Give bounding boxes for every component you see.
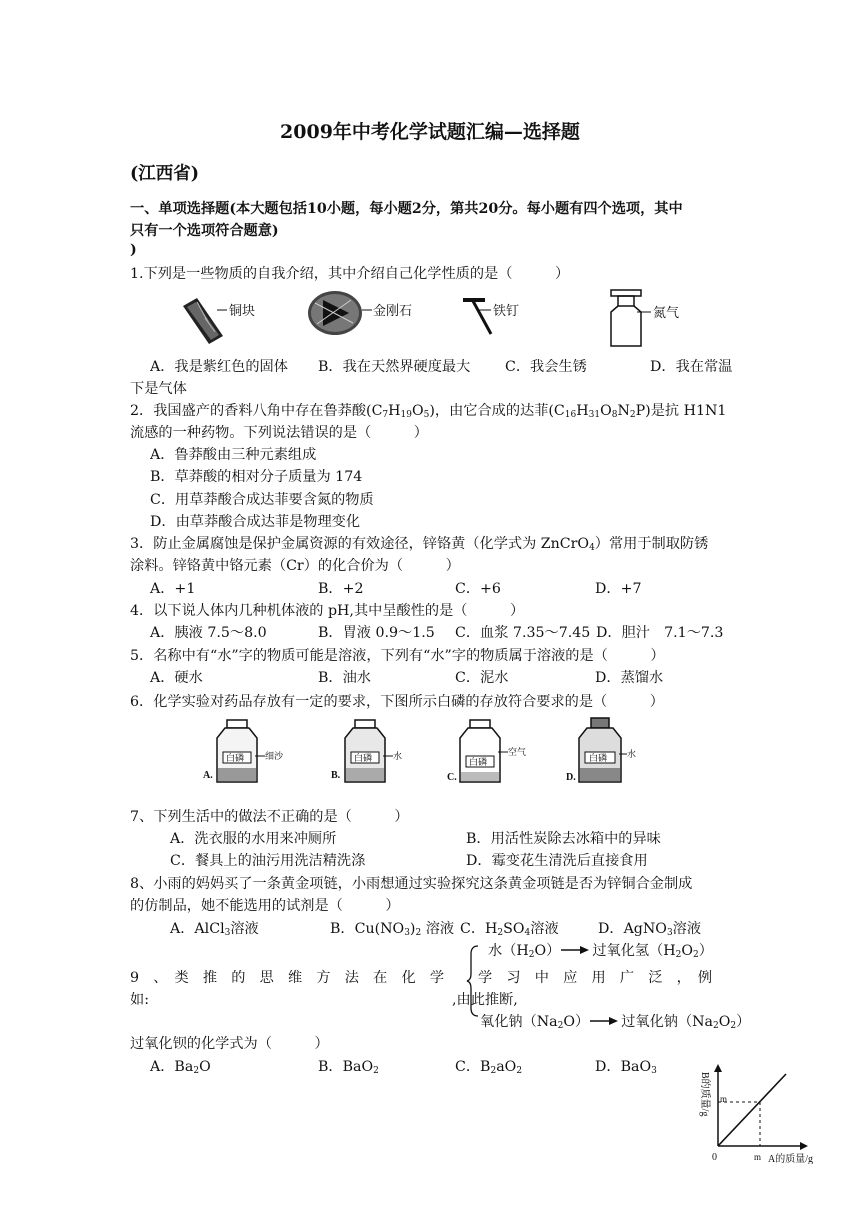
section-heading-line2: 只有一个选项符合题意) — [130, 223, 279, 239]
q9-option-d: D．BaO$_3$ — [595, 1059, 657, 1076]
section-heading-line3: ) — [130, 242, 137, 258]
q6-label-a: A. — [203, 770, 213, 781]
q1-label-diamond: 金刚石 — [373, 303, 413, 318]
q7-option-b: B．用活性炭除去冰箱中的异味 — [466, 831, 661, 847]
q6-side-d: 水 — [627, 749, 637, 759]
q1-label-nitrogen: 氮气 — [653, 305, 680, 320]
q9-stem-row2b: ,由此推断, — [452, 992, 518, 1008]
q6-label-c: C. — [447, 772, 457, 783]
q5-option-c: C．泥水 — [455, 670, 509, 686]
q4-option-d: D．胆汁 7.1～7.3 — [596, 625, 724, 641]
bottle-c-label: 白磷 — [469, 757, 488, 767]
q6-side-a: 细沙 — [265, 751, 284, 761]
page-title: 2009年中考化学试题汇编—选择题 — [280, 121, 580, 143]
q6-stem: 6．化学实验对药品存放有一定的要求，下图所示白磷的存放符合要求的是（ ） — [130, 694, 664, 710]
bottle-d-icon — [579, 718, 627, 782]
q6-label-d: D. — [566, 772, 576, 783]
q4-option-c: C．血浆 7.35～7.45 — [455, 625, 591, 641]
q2-stem: 2．我国盛产的香料八角中存在鲁莽酸$(C_7H_{19}O_5)$，由它合成的达菲$(C_{16}H_{31}O_8N_2P)$是抗 H1N1 — [130, 403, 727, 420]
iron-nail-icon — [463, 300, 491, 334]
graph-m-x: m — [754, 1152, 762, 1162]
graph-m-y: m — [720, 1094, 728, 1104]
q1-option-a: A．我是紫红色的固体 — [150, 359, 288, 375]
q1-option-c: C．我会生锈 — [505, 359, 587, 375]
mass-graph — [690, 1064, 830, 1164]
graph-line — [718, 1074, 786, 1146]
q7-option-a: A．洗衣服的水用来冲厕所 — [170, 831, 337, 847]
q3-stem: 3．防止金属腐蚀是保护金属资源的有效途径，锌铬黄（化学式为 ZnCrO$_4$）常用于制取防锈 — [130, 536, 709, 553]
bottle-d-label: 白磷 — [589, 753, 608, 763]
q7-stem: 7、下列生活中的做法不正确的是（ ） — [130, 809, 409, 825]
bottle-b-label: 白磷 — [354, 753, 373, 763]
q8-option-b: B．$Cu(NO_3)_2$ 溶液 — [330, 921, 455, 938]
q5-stem: 5．名称中有“水”字的物质可能是溶液，下列有“水”字的物质属于溶液的是（ ） — [130, 648, 665, 664]
q3-option-a: A．+1 — [150, 581, 196, 597]
graph-y-label: B的质量/g — [699, 1072, 710, 1117]
q6-side-c: 空气 — [508, 747, 527, 757]
q2-option-c: C．用草莽酸合成达菲要含氮的物质 — [150, 492, 374, 508]
diamond-icon — [308, 291, 362, 335]
q1-option-d: D．我在常温 — [650, 359, 733, 375]
arrow-right-icon — [589, 1014, 621, 1030]
graph-x-label: A的质量/g — [768, 1154, 813, 1164]
q9-analogy-top: 水$(H_2O)$ 过氧化氢$(H_2O_2)$ — [488, 943, 713, 960]
q9-option-a: A．$Ba_2O$ — [150, 1059, 211, 1076]
q5-option-d: D．蒸馏水 — [595, 670, 664, 686]
q1-label-copper: 铜块 — [229, 303, 256, 318]
province-heading: (江西省) — [130, 164, 200, 184]
q5-option-a: A．硬水 — [150, 670, 203, 686]
q4-option-b: B．胃液 0.9～1.5 — [318, 625, 435, 641]
bottle-c-icon — [460, 720, 508, 782]
q3-option-c: C．+6 — [455, 581, 501, 597]
q8-stem-line2: 的仿制品，她不能选用的试剂是（ ） — [130, 898, 400, 914]
q2-option-b: B．草莽酸的相对分子质量为 174 — [150, 469, 363, 485]
q8-option-d: D．AgNO$_3$溶液 — [598, 921, 702, 938]
copper-block-icon — [183, 298, 223, 344]
q4-stem: 4．以下说人体内几种机体液的 pH,其中呈酸性的是（ ） — [130, 603, 525, 619]
bottle-a-icon — [217, 720, 265, 782]
arrow-right-icon — [560, 943, 592, 959]
q6-figure — [195, 716, 655, 788]
q1-figure — [175, 288, 735, 350]
q3-option-b: B．+2 — [318, 581, 364, 597]
q9-stem-row1: 9 、 类 推 的 思 维 方 法 在 化 学 — [130, 970, 445, 986]
q3-stem-line2: 涂料。锌铬黄中铬元素（Cr）的化合价为（ ） — [130, 558, 460, 574]
q1-option-d-cont: 下是气体 — [130, 381, 187, 397]
q4-option-a: A．胰液 7.5～8.0 — [150, 625, 267, 641]
q2-option-d: D．由草莽酸合成达菲是物理变化 — [150, 514, 361, 530]
q1-option-b: B．我在天然界硬度最大 — [318, 359, 471, 375]
q9-stem-row1b: 学 习 中 应 用 广 泛 ， 例 — [478, 970, 713, 986]
q2-option-a: A．鲁莽酸由三种元素组成 — [150, 447, 317, 463]
q6-label-b: B. — [331, 770, 341, 781]
gas-bottle-icon — [611, 290, 641, 346]
q8-option-c: C．$H_2SO_4$溶液 — [460, 921, 559, 938]
section-heading-line1: 一、单项选择题(本大题包括10小题，每小题2分，第共20分。每小题有四个选项，其中 — [130, 201, 683, 217]
bottle-b-icon — [345, 720, 393, 782]
q9-option-b: B．BaO$_2$ — [318, 1059, 379, 1076]
q9-option-c: C．$B_2aO_2$ — [455, 1059, 523, 1076]
q5-option-b: B．油水 — [318, 670, 371, 686]
q8-option-a: A．AlCl$_3$溶液 — [170, 921, 259, 938]
q9-stem-end: 过氧化钡的化学式为（ ） — [130, 1036, 329, 1052]
q6-side-b: 水 — [393, 751, 403, 761]
q8-stem: 8、小雨的妈妈买了一条黄金项链，小雨想通过实验探究这条黄金项链是否为锌铜合金制成 — [130, 876, 693, 892]
q3-option-d: D．+7 — [595, 581, 642, 597]
q9-analogy-bottom: 氧化钠$(Na_2O)$ 过氧化钠$(Na_2O_2)$ — [480, 1014, 751, 1031]
q9-stem-row2a: 如: — [130, 992, 149, 1008]
bottle-a-label: 白磷 — [226, 753, 245, 763]
graph-origin: 0 — [712, 1152, 717, 1163]
q7-option-d: D．霉变花生清洗后直接食用 — [466, 853, 648, 869]
q1-label-nail: 铁钉 — [493, 303, 520, 318]
q1-stem: 1.下列是一些物质的自我介绍，其中介绍自己化学性质的是（ ） — [130, 266, 570, 282]
q7-option-c: C．餐具上的油污用洗洁精洗涤 — [170, 853, 366, 869]
q2-stem-line2: 流感的一种药物。下列说法错误的是（ ） — [130, 425, 428, 441]
